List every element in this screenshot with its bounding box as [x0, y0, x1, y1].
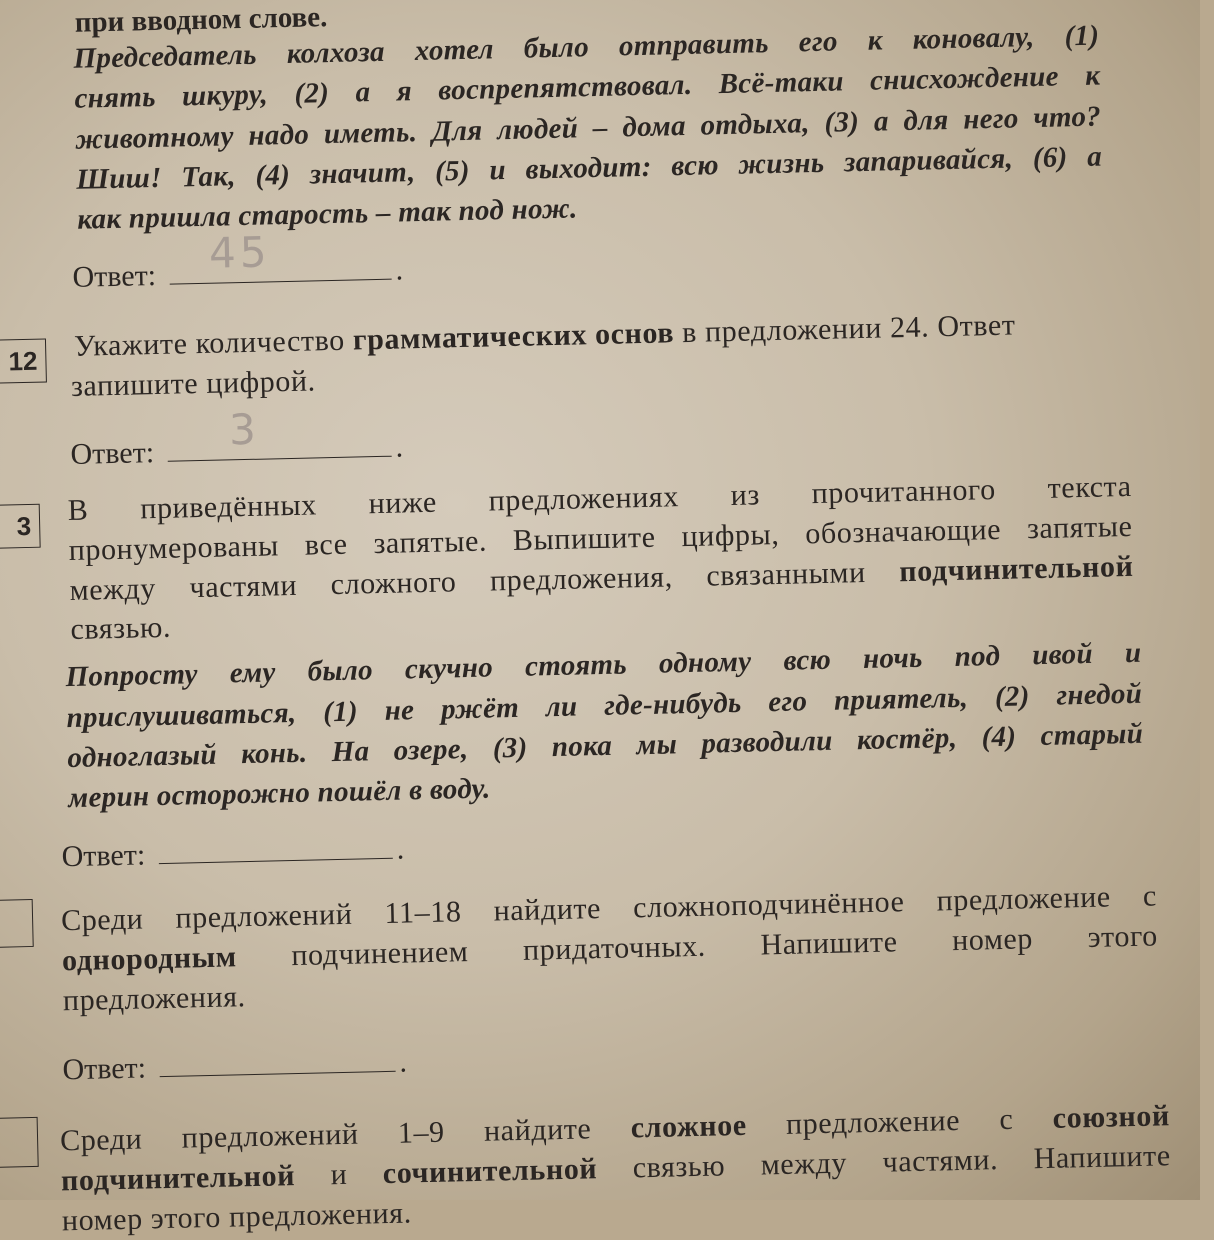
word: ивой — [1031, 637, 1094, 672]
word: ему — [229, 656, 276, 690]
word: – — [592, 111, 609, 145]
word: из — [730, 478, 761, 513]
word: к — [1084, 59, 1101, 92]
word: старый — [1040, 717, 1144, 753]
word: (1) — [322, 695, 359, 729]
word: людей — [496, 112, 579, 147]
word: предложений — [175, 897, 353, 935]
word: дома — [622, 109, 687, 144]
word: и — [330, 1157, 348, 1192]
word: найдите — [493, 892, 602, 928]
task13-number-box — [0, 504, 41, 549]
word: а — [873, 105, 890, 138]
word: к — [867, 24, 884, 57]
word: его — [767, 685, 808, 719]
word: жизнь — [738, 146, 825, 181]
task12-answer-end: . — [395, 430, 404, 464]
word: стоять — [524, 648, 628, 683]
word: номер — [951, 922, 1034, 958]
word: (2) — [294, 77, 330, 110]
word: его — [798, 25, 839, 59]
task15-number-box — [0, 1117, 39, 1168]
word: одноглазый — [67, 738, 218, 775]
task11-answer-label: Ответ: — [72, 258, 157, 294]
task12-handwritten-answer: 3 — [228, 404, 261, 455]
word: значит, — [309, 156, 416, 191]
word: него — [962, 102, 1020, 136]
task12-text-b: в предложении 24. Ответ — [673, 308, 1016, 350]
task11-answer-end: . — [395, 253, 404, 287]
task13-answer-row — [61, 832, 404, 875]
word: разводили — [701, 724, 833, 760]
word: конь. — [240, 736, 308, 771]
task14-line-3: предложения. — [62, 980, 247, 1018]
word: Шиш! — [75, 161, 163, 196]
word: частями — [189, 568, 298, 605]
word: ночь — [862, 641, 923, 676]
word: шкуру, — [181, 78, 269, 113]
word: выходит: — [525, 150, 652, 186]
task11-answer-field[interactable] — [169, 227, 392, 285]
word: запятые. — [373, 524, 488, 561]
word: предложения, — [489, 560, 674, 598]
task12-number: 12 — [8, 345, 38, 376]
word: между — [69, 572, 157, 608]
word: не — [384, 694, 415, 727]
task12-answer-label: Ответ: — [70, 436, 155, 471]
task13-answer-field[interactable] — [158, 832, 393, 864]
word: пронумерованы — [68, 529, 280, 568]
word: запятые — [1026, 509, 1133, 546]
word: (5) — [434, 154, 471, 188]
word: а — [355, 76, 371, 109]
word: сочинительной — [382, 1152, 598, 1191]
word: Председатель — [73, 38, 258, 75]
word: предложение — [785, 1103, 961, 1141]
word: частями. — [882, 1143, 999, 1179]
word: прислушиваться, — [66, 696, 297, 735]
word: с — [1142, 879, 1158, 913]
word: иметь. — [323, 116, 418, 151]
task14-number-box — [0, 899, 34, 948]
word: (4) — [255, 158, 291, 192]
word: хотел — [414, 33, 495, 68]
word: Попросту — [65, 658, 199, 694]
word: Выпишите — [512, 520, 656, 557]
word: надо — [248, 118, 310, 152]
word: костёр, — [856, 721, 958, 757]
task12-line-1 — [74, 309, 1016, 364]
word: подчинительной — [60, 1159, 296, 1198]
word: отдыха, — [700, 107, 811, 142]
word: связью — [632, 1149, 726, 1185]
word: где-нибудь — [603, 686, 742, 722]
word: Напишите — [760, 925, 898, 962]
word: и — [1124, 636, 1142, 670]
task11-handwritten-answer: 45 — [208, 227, 272, 278]
word: снисхождение — [869, 60, 1060, 97]
word: (4) — [981, 720, 1017, 754]
task12-text-a: Укажите количество — [73, 323, 354, 363]
word: я — [396, 75, 413, 108]
word: гнедой — [1056, 677, 1143, 712]
word: связанными — [705, 555, 867, 593]
word: этого — [1087, 919, 1159, 955]
word: Среди — [60, 902, 144, 938]
word: пока — [551, 729, 613, 764]
word: ли — [545, 690, 578, 724]
word: Среди — [59, 1122, 143, 1158]
word: под — [954, 639, 1001, 673]
word: Так, — [181, 160, 237, 194]
task15-line-3: номер этого предложения. — [61, 1196, 413, 1238]
word: союзной — [1052, 1099, 1171, 1135]
word: (2) — [994, 680, 1030, 714]
task12-text-bold: грамматических основ — [352, 316, 675, 357]
task14-answer-end: . — [399, 1045, 408, 1079]
word: с — [999, 1102, 1014, 1137]
word: предложениях — [488, 480, 680, 518]
word: (3) — [492, 731, 528, 765]
word: мы — [636, 728, 678, 762]
task14-answer-field[interactable] — [159, 1045, 396, 1077]
word: отправить — [618, 27, 770, 63]
word: мерин осторожно пошёл в воду. — [67, 772, 491, 815]
word: (1) — [1064, 19, 1100, 53]
word: всю — [670, 149, 720, 183]
word: между — [760, 1146, 848, 1182]
task13-answer-end: . — [396, 832, 405, 866]
task14-answer-row — [62, 1045, 407, 1088]
word: сложноподчинённое — [632, 885, 905, 925]
word: приведённых — [139, 488, 318, 526]
word: обозначающие — [804, 512, 1002, 551]
word: подчинительной — [898, 549, 1134, 589]
word: а — [1086, 140, 1103, 173]
word: сложное — [630, 1108, 748, 1145]
word: однородным — [61, 940, 238, 978]
word: и — [489, 154, 507, 187]
word: (3) — [824, 106, 860, 139]
word: Всё-таки — [718, 65, 845, 101]
word: для — [903, 103, 949, 137]
word: 1–9 — [397, 1115, 446, 1150]
word: снять — [74, 80, 157, 115]
word: всю — [783, 643, 832, 677]
word: одному — [658, 645, 752, 680]
word: Для — [431, 114, 483, 148]
word: все — [304, 527, 348, 562]
word: было — [307, 654, 374, 688]
task13-answer-label: Ответ: — [61, 838, 146, 874]
word: ржёт — [440, 691, 520, 726]
task14-answer-label: Ответ: — [62, 1051, 147, 1087]
word: что? — [1033, 100, 1102, 135]
task13-sentence-line-4 — [68, 772, 491, 816]
word: приятель, — [833, 681, 969, 717]
word: цифры, — [681, 517, 780, 554]
word: воспрепятствовал. — [437, 68, 693, 107]
word: было — [523, 31, 590, 65]
word: запаривайся, — [843, 142, 1014, 179]
word: животному — [75, 120, 235, 156]
word: колхоза — [286, 35, 386, 70]
word: озере, — [393, 733, 469, 767]
word: найдите — [483, 1112, 592, 1148]
task12-answer-row — [70, 404, 404, 472]
word: прочитанного — [811, 472, 997, 511]
word: подчинением — [291, 935, 469, 973]
top-fragment-line: при вводном слове. — [74, 1, 328, 39]
task12-number-box — [0, 339, 47, 384]
word: придаточных. — [522, 929, 707, 967]
task13-number: 3 — [16, 510, 32, 541]
word: предложение — [936, 880, 1112, 918]
task12-line-2: запишите цифрой. — [70, 364, 317, 403]
word: коновалу, — [912, 21, 1035, 56]
word: скучно — [404, 651, 494, 686]
word: ниже — [368, 485, 438, 521]
word: На — [331, 735, 370, 769]
word: сложного — [330, 565, 457, 602]
word: предложений — [181, 1117, 359, 1155]
word: В — [67, 493, 89, 528]
word: 11–18 — [384, 895, 462, 930]
word: текста — [1047, 469, 1132, 505]
task11-answer-row — [72, 227, 404, 294]
word: (6) — [1032, 141, 1068, 175]
task12-answer-field[interactable] — [167, 404, 392, 462]
task11-sentence-line-5 — [77, 191, 578, 236]
word: Напишите — [1033, 1139, 1172, 1176]
task13-line-4: связью. — [70, 610, 172, 647]
word: как пришла старость – так под нож. — [76, 192, 578, 236]
